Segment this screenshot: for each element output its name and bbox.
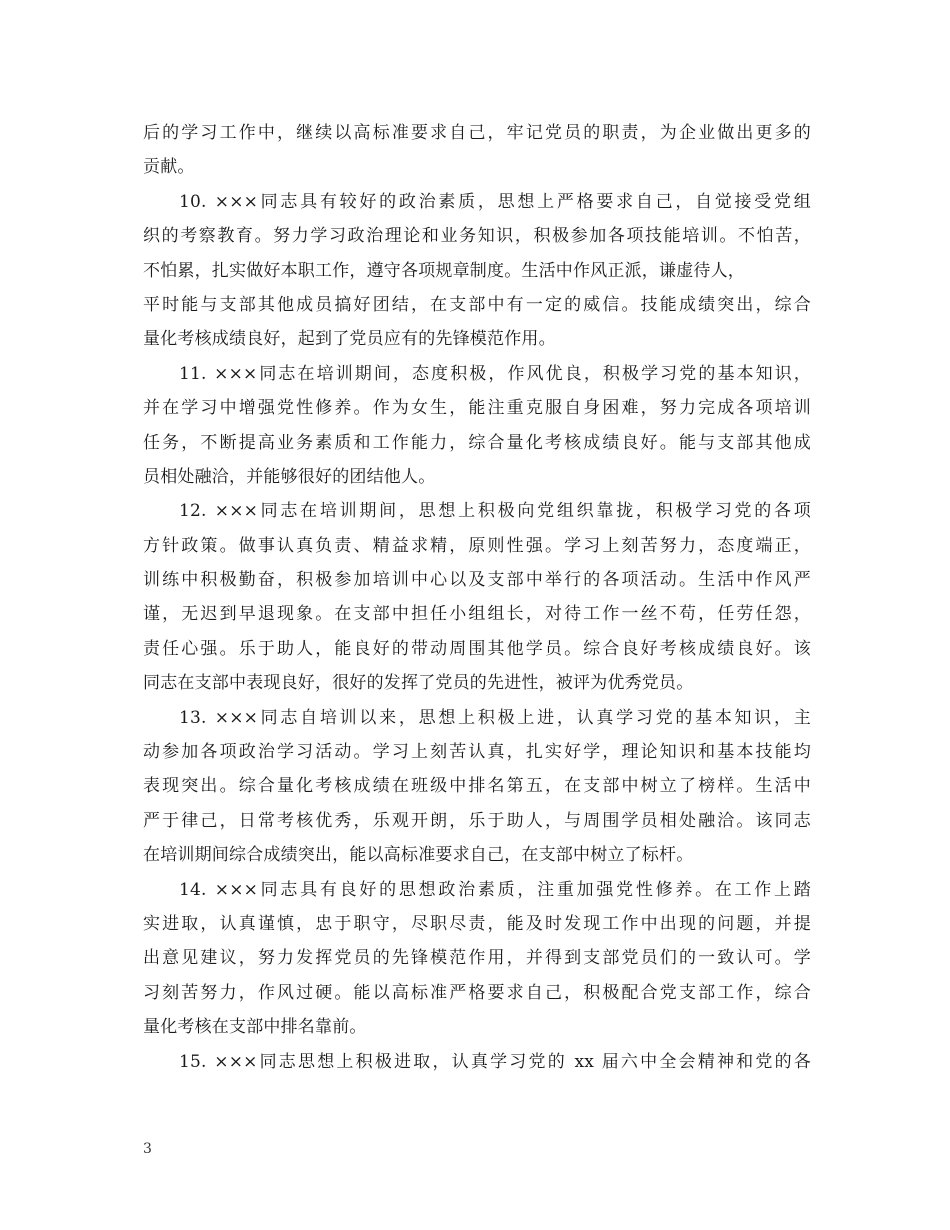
- paragraph-line: 动参加各项政治学习活动。学习上刻苦认真，扎实好学，理论知识和基本技能均: [143, 742, 811, 763]
- paragraph-line: 表现突出。综合量化考核成绩在班级中排名第五，在支部中树立了榜样。生活中: [143, 776, 811, 797]
- paragraph-line: 员相处融洽，并能够很好的团结他人。: [143, 466, 436, 487]
- paragraph-line: 并在学习中增强党性修养。作为女生，能注重克服自身困难，努力完成各项培训: [143, 398, 811, 419]
- paragraph-line: 在培训期间综合成绩突出，能以高标准要求自己，在支部中树立了标杆。: [143, 845, 694, 866]
- paragraph-line: 习刻苦努力，作风过硬。能以高标准严格要求自己，积极配合党支部工作，综合: [143, 982, 811, 1003]
- paragraph-line: 出意见建议，努力发挥党员的先锋模范作用，并得到支部党员们的一致认可。学: [143, 948, 811, 969]
- paragraph-first-line: 15. ×××同志思想上积极进取，认真学习党的 xx 届六中全会精神和党的各: [179, 1051, 811, 1072]
- paragraph-first-line: 12. ×××同志在培训期间，思想上积极向党组织靠拢，积极学习党的各项: [179, 501, 811, 522]
- paragraph-first-line: 14. ×××同志具有良好的思想政治素质，注重加强党性修养。在工作上踏: [179, 879, 811, 900]
- document-body: [143, 116, 811, 1079]
- paragraph-line: 贡献。: [143, 157, 195, 178]
- paragraph-line: 责任心强。乐于助人，能良好的带动周围其他学员。综合良好考核成绩良好。该: [143, 638, 811, 659]
- page-number: 3: [143, 1141, 152, 1157]
- paragraph-first-line: 11. ×××同志在培训期间，态度积极，作风优良，积极学习党的基本知识，: [179, 363, 811, 384]
- paragraph-line: 量化考核成绩良好，起到了党员应有的先锋模范作用。: [143, 329, 556, 350]
- paragraph-line: 谨，无迟到早退现象。在支部中担任小组组长，对待工作一丝不苟，任劳任怨，: [143, 604, 811, 625]
- paragraph-line: 同志在支部中表现良好，很好的发挥了党员的先进性，被评为优秀党员。: [143, 673, 694, 694]
- paragraph-line: 实进取，认真谨慎，忠于职守，尽职尽责，能及时发现工作中出现的问题，并提: [143, 913, 811, 934]
- paragraph-first-line: 10. ×××同志具有较好的政治素质，思想上严格要求自己，自觉接受党组: [179, 191, 811, 212]
- paragraph-first-line: 13. ×××同志自培训以来，思想上积极上进，认真学习党的基本知识，主: [179, 707, 811, 728]
- paragraph-line: 平时能与支部其他成员搞好团结，在支部中有一定的威信。技能成绩突出，综合: [143, 294, 811, 315]
- paragraph-line: 后的学习工作中，继续以高标准要求自己，牢记党员的职责，为企业做出更多的: [143, 123, 811, 143]
- paragraph-line: 训练中积极勤奋，积极参加培训中心以及支部中举行的各项活动。生活中作风严: [143, 570, 811, 591]
- paragraph-line: 不怕累，扎实做好本职工作，遵守各项规章制度。生活中作风正派，谦虚待人，: [143, 260, 745, 281]
- paragraph-line: 方针政策。做事认真负责、精益求精，原则性强。学习上刻苦努力，态度端正，: [143, 535, 811, 556]
- paragraph-line: 织的考察教育。努力学习政治理论和业务知识，积极参加各项技能培训。不怕苦，: [143, 226, 811, 247]
- paragraph-line: 严于律己，日常考核优秀，乐观开朗，乐于助人，与周围学员相处融洽。该同志: [143, 810, 811, 831]
- paragraph-line: 量化考核在支部中排名靠前。: [143, 1017, 367, 1038]
- paragraph-line: 任务，不断提高业务素质和工作能力，综合量化考核成绩良好。能与支部其他成: [143, 432, 811, 453]
